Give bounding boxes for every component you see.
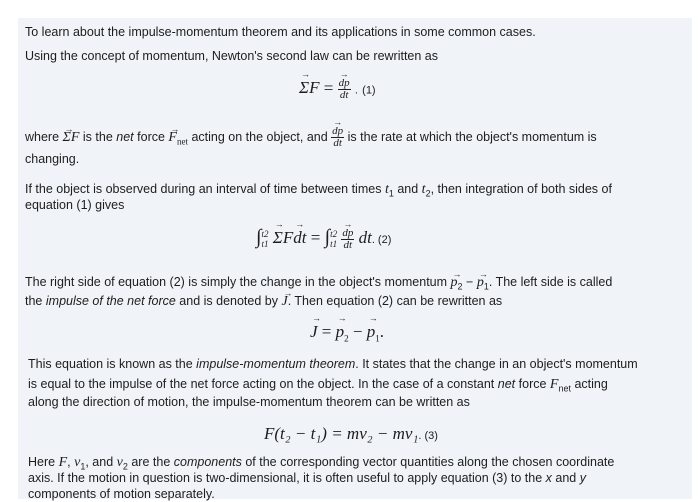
equation-label: . (3)	[418, 430, 438, 442]
text-span: axis. If the motion in question is two-dimensional, it is often useful to apply equation (3) to the	[28, 471, 543, 485]
impulse-definition-text	[25, 293, 502, 310]
axis-text	[28, 470, 586, 486]
text-span: and	[397, 182, 419, 196]
text-span: is the	[82, 129, 113, 144]
force-symbol: F	[549, 377, 559, 392]
minus-sign: −	[352, 322, 363, 341]
lower-limit: t1	[261, 239, 269, 250]
subscript: 1	[388, 188, 394, 199]
where-text	[25, 126, 597, 149]
text-span: and	[555, 471, 577, 485]
equation-4	[264, 424, 438, 444]
text-span: is the rate at which the object's momentum is	[347, 129, 597, 144]
sum-force-symbol: → ΣF	[63, 130, 80, 146]
fraction-numerator: → dp	[331, 126, 344, 138]
fraction-numerator: → dp	[341, 228, 354, 240]
text-span: is equal to the impulse of the net force acting on the object. In the case of a constant	[28, 377, 495, 391]
separator: .	[354, 84, 358, 97]
subscript: 1	[375, 333, 380, 344]
emphasis-components: components	[173, 455, 242, 469]
text-span: . Then equation (2) can be rewritten as	[287, 294, 503, 308]
text-span: .	[379, 322, 384, 341]
x-symbol: x	[545, 471, 552, 485]
net-force-symbol: → F	[168, 130, 177, 146]
text-span: acting	[574, 377, 608, 391]
equals-sign: =	[323, 78, 334, 98]
emphasis-net: net	[116, 129, 134, 144]
direction-text: along the direction of motion, the impulse-momentum theorem can be written as	[28, 395, 470, 409]
separately-text: components of motion separately.	[28, 487, 215, 501]
subscript: 1	[80, 461, 86, 472]
fraction-denominator: dt	[333, 137, 342, 149]
y-symbol: y	[579, 471, 586, 485]
integral-sign: ∫	[256, 226, 262, 248]
text-span: where	[25, 129, 60, 144]
emphasis-theorem: impulse-momentum theorem	[196, 357, 356, 371]
integral-sign: ∫	[324, 226, 331, 248]
text-span: ,	[67, 455, 71, 469]
integral-limits	[261, 229, 268, 249]
subscript-net: net	[558, 383, 571, 394]
equals-sign: =	[321, 322, 332, 341]
t1-symbol: t	[384, 182, 389, 197]
dp-dt-fraction	[341, 228, 354, 251]
fraction-numerator: → dp	[338, 78, 351, 90]
fraction-denominator: dt	[343, 238, 353, 251]
sum-force-symbol: → ΣF	[299, 78, 320, 98]
dp-dt-fraction	[331, 126, 344, 149]
text-span: of the corresponding vector quantities along the chosen coordinate	[245, 455, 615, 469]
emphasis-net: net	[497, 377, 516, 391]
newton-law-text: Using the concept of momentum, Newton's second law can be rewritten as	[25, 49, 439, 63]
v1-symbol: v	[74, 455, 81, 470]
v2-symbol: v	[116, 455, 123, 470]
text-span: This equation is known as the	[28, 357, 193, 371]
equation-label: . (2)	[371, 234, 392, 246]
subscript: 1	[483, 281, 489, 292]
upper-limit: t2	[261, 229, 269, 240]
dt-symbol: dt	[358, 228, 372, 247]
sum-force-symbol: → ΣF	[273, 228, 294, 248]
fraction-denominator: dt	[339, 89, 349, 101]
text-span: force	[137, 129, 165, 144]
subscript: 2	[457, 281, 463, 292]
dt-symbol: → dt	[293, 228, 306, 248]
theorem-text	[28, 356, 638, 372]
p2-symbol: → p	[451, 275, 458, 291]
impulse-symbol: → J	[281, 294, 287, 310]
text-span: . It states that the change in an object's momentum	[355, 357, 638, 371]
equation-3	[310, 322, 384, 343]
equation-label: (1)	[362, 84, 376, 97]
subscript: 2	[344, 333, 349, 344]
text-span: are the	[131, 455, 171, 469]
subscript: 2	[425, 188, 431, 199]
subscript-net: net	[176, 136, 188, 147]
text-span: force	[518, 377, 547, 391]
equation-2	[256, 226, 391, 251]
p1-symbol: → p	[367, 322, 376, 342]
integral-limits	[330, 229, 337, 249]
text-span: If the object is observed during an interval of time between times	[25, 182, 382, 196]
upper-limit: t2	[330, 229, 338, 240]
subscript: 2	[122, 461, 128, 472]
text-span: , and	[85, 455, 114, 469]
minus-sign: −	[466, 275, 474, 289]
force-symbol: F	[58, 455, 68, 470]
text-span: The right side of equation (2) is simply the change in the object's momentum	[25, 275, 448, 289]
equation-gives-text: equation (1) gives	[25, 198, 125, 212]
text-span: Here	[28, 455, 56, 469]
text-span: acting on the object, and	[191, 129, 328, 144]
impulse-symbol: → J	[310, 322, 318, 342]
equation-body: F(t₂ − t₁) = mv₂ − mv₁	[264, 424, 419, 443]
dp-dt-fraction	[338, 78, 351, 101]
t2-symbol: t	[421, 182, 426, 197]
right-side-text	[25, 274, 612, 295]
text-span: the	[25, 294, 43, 308]
p2-symbol: → p	[336, 322, 345, 342]
intro-text: To learn about the impulse-momentum theorem and its applications in some common cases.	[25, 25, 536, 39]
text-span: and is denoted by	[179, 294, 278, 308]
lower-limit: t1	[330, 239, 338, 250]
p1-symbol: → p	[477, 275, 484, 291]
text-span: , then integration of both sides of	[430, 182, 612, 196]
emphasis-impulse: impulse of the net force	[45, 294, 176, 308]
text-span: . The left side is called	[488, 275, 613, 289]
equals-sign: =	[310, 228, 321, 247]
equation-1	[299, 78, 376, 101]
changing-text: changing.	[25, 152, 80, 166]
